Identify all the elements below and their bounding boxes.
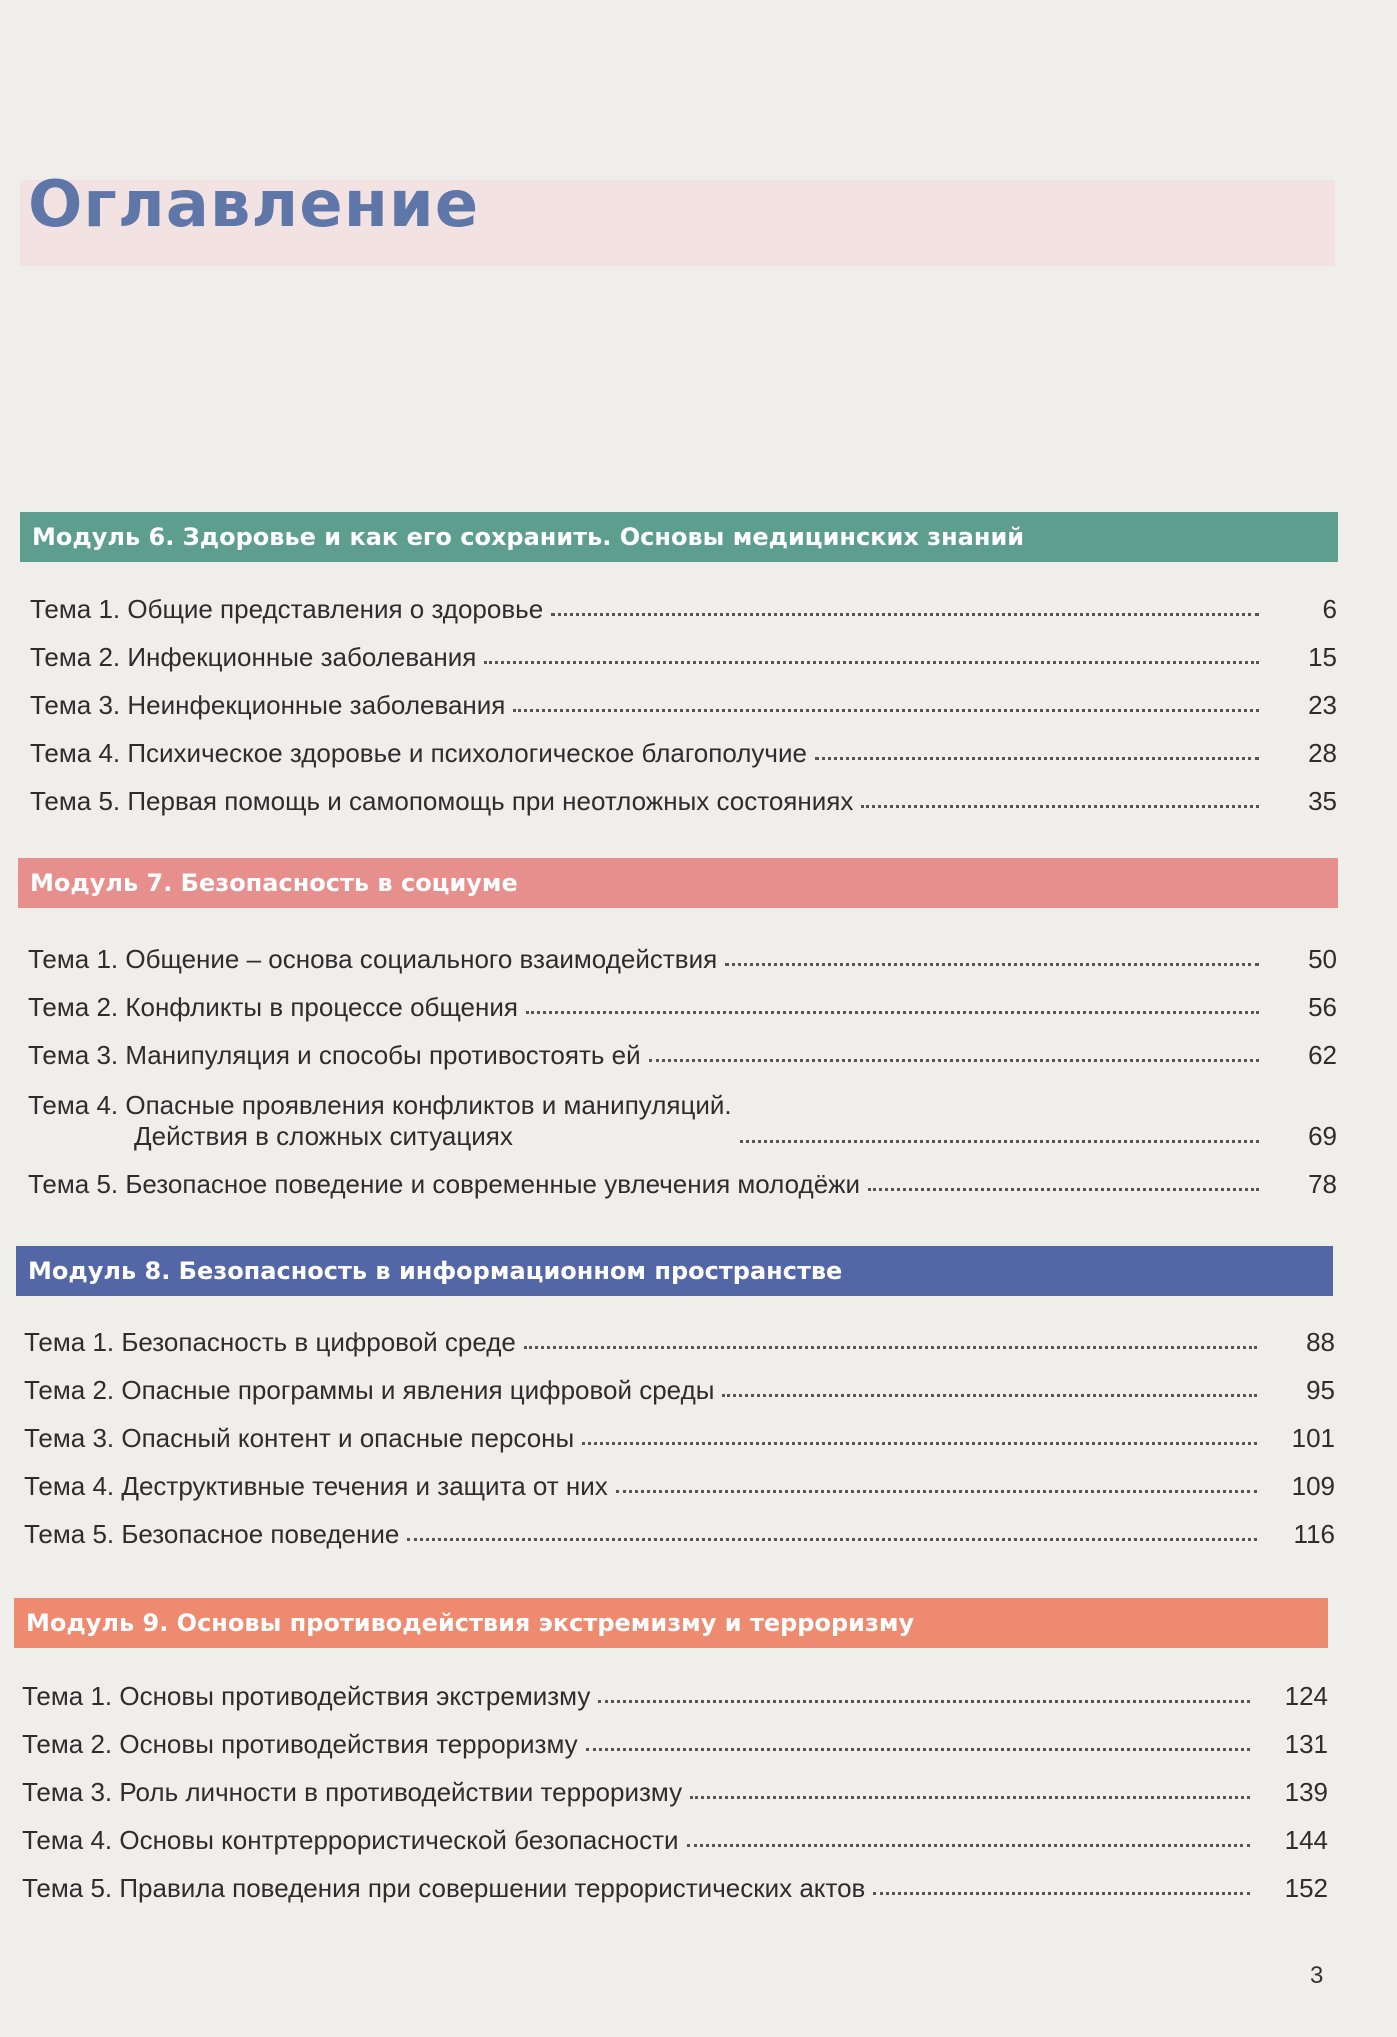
module-9-header: Модуль 9. Основы противодействия экстремизму и терроризму (14, 1598, 1328, 1648)
toc-entry[interactable] (28, 1072, 1337, 1152)
leader-dots (407, 1538, 1257, 1541)
toc-entry-label: Тема 2. Инфекционные заболевания (30, 642, 477, 672)
toc-entry-page: 116 (1293, 1519, 1335, 1549)
toc-entry-page: 15 (1308, 642, 1337, 672)
leader-dots (582, 1442, 1257, 1445)
leader-dots (868, 1188, 1259, 1191)
toc-entry-page: 69 (1308, 1121, 1337, 1151)
toc-entry-page: 6 (1322, 594, 1337, 624)
leader-dots (873, 1892, 1250, 1895)
toc-entry-page: 88 (1306, 1327, 1335, 1357)
leader-dots (526, 1011, 1259, 1014)
page-number: 3 (1310, 1962, 1324, 1989)
toc-entry-page: 131 (1284, 1729, 1328, 1759)
toc-entry[interactable] (28, 935, 1337, 975)
toc-entry-label: Тема 3. Неинфекционные заболевания (30, 690, 506, 720)
leader-dots (551, 613, 1259, 616)
toc-entry-label: Тема 3. Опасный контент и опасные персоны (24, 1423, 575, 1453)
toc-entry-page: 124 (1284, 1681, 1328, 1711)
toc-entry[interactable] (22, 1864, 1328, 1904)
toc-entry-label: Тема 4. Опасные проявления конфликтов и манипуляций. (28, 1090, 732, 1120)
toc-entry-label: Тема 4. Психическое здоровье и психологическое благополучие (30, 738, 807, 768)
toc-entry[interactable] (30, 681, 1337, 721)
module-7-header: Модуль 7. Безопасность в социуме (18, 858, 1338, 908)
toc-entry-label: Тема 5. Безопасное поведение и современные увлечения молодёжи (28, 1169, 861, 1199)
toc-entry[interactable] (30, 633, 1337, 673)
toc-entry-page: 95 (1306, 1375, 1335, 1405)
toc-entry[interactable] (30, 585, 1337, 625)
toc-entry-page: 62 (1308, 1040, 1337, 1070)
page-title: Оглавление (28, 168, 480, 242)
toc-entry-page: 152 (1284, 1873, 1328, 1903)
toc-entry-label: Тема 5. Первая помощь и самопомощь при неотложных состояниях (30, 786, 854, 816)
toc-entry-label-wrap (28, 1090, 732, 1152)
toc-entry-page: 50 (1308, 944, 1337, 974)
toc-entry[interactable] (30, 777, 1337, 817)
toc-entry[interactable] (22, 1768, 1328, 1808)
leader-dots (484, 661, 1259, 664)
leader-dots (690, 1796, 1250, 1799)
toc-entry[interactable] (24, 1510, 1335, 1550)
leader-dots (861, 805, 1259, 808)
toc-entry-page: 28 (1308, 738, 1337, 768)
toc-entry[interactable] (22, 1672, 1328, 1712)
module-6-header: Модуль 6. Здоровье и как его сохранить. Основы медицинских знаний (20, 512, 1338, 562)
toc-entry-label: Тема 1. Основы противодействия экстремизму (22, 1681, 591, 1711)
toc-entry-label: Тема 1. Общение – основа социального взаимодействия (28, 944, 718, 974)
toc-entry[interactable] (24, 1366, 1335, 1406)
toc-entry-label: Тема 4. Деструктивные течения и защита от них (24, 1471, 608, 1501)
toc-entry-label: Тема 3. Роль личности в противодействии терроризму (22, 1777, 683, 1807)
leader-dots (722, 1394, 1257, 1397)
toc-entry[interactable] (22, 1720, 1328, 1760)
leader-dots (616, 1490, 1257, 1493)
leader-dots (524, 1346, 1257, 1349)
toc-entry-label: Тема 1. Общие представления о здоровье (30, 594, 544, 624)
toc-entry[interactable] (28, 1031, 1337, 1071)
leader-dots (649, 1059, 1259, 1062)
toc-entry-label: Тема 5. Безопасное поведение (24, 1519, 400, 1549)
toc-entry-label: Тема 2. Опасные программы и явления цифровой среды (24, 1375, 715, 1405)
toc-entry[interactable] (28, 983, 1337, 1023)
leader-dots (725, 963, 1259, 966)
toc-entry-label: Тема 1. Безопасность в цифровой среде (24, 1327, 516, 1357)
toc-entry[interactable] (30, 729, 1337, 769)
toc-entry-label: Тема 2. Конфликты в процессе общения (28, 992, 518, 1022)
toc-entry[interactable] (24, 1414, 1335, 1454)
toc-entry-page: 101 (1291, 1423, 1335, 1453)
leader-dots (513, 709, 1259, 712)
toc-entry-page: 78 (1308, 1169, 1337, 1199)
leader-dots (815, 757, 1259, 760)
toc-entry[interactable] (22, 1816, 1328, 1856)
toc-entry-label: Тема 4. Основы контртеррористической безопасности (22, 1825, 679, 1855)
leader-dots (598, 1700, 1250, 1703)
toc-entry-page: 35 (1308, 786, 1337, 816)
toc-entry-label: Тема 3. Манипуляция и способы противостоять ей (28, 1040, 641, 1070)
module-8-header: Модуль 8. Безопасность в информационном пространстве (16, 1246, 1333, 1296)
toc-entry-page: 56 (1308, 992, 1337, 1022)
leader-dots (586, 1748, 1250, 1751)
toc-entry-page: 144 (1284, 1825, 1328, 1855)
toc-entry-page: 139 (1284, 1777, 1328, 1807)
toc-entry-label: Тема 5. Правила поведения при совершении террористических актов (22, 1873, 866, 1903)
toc-entry-label: Тема 2. Основы противодействия терроризму (22, 1729, 578, 1759)
toc-entry[interactable] (28, 1160, 1337, 1200)
leader-dots (740, 1140, 1259, 1143)
toc-entry-label-continued: Действия в сложных ситуациях (134, 1121, 513, 1151)
toc-entry[interactable] (24, 1318, 1335, 1358)
toc-entry-page: 109 (1291, 1471, 1335, 1501)
toc-entry[interactable] (24, 1462, 1335, 1502)
leader-dots (687, 1844, 1250, 1847)
toc-entry-page: 23 (1308, 690, 1337, 720)
